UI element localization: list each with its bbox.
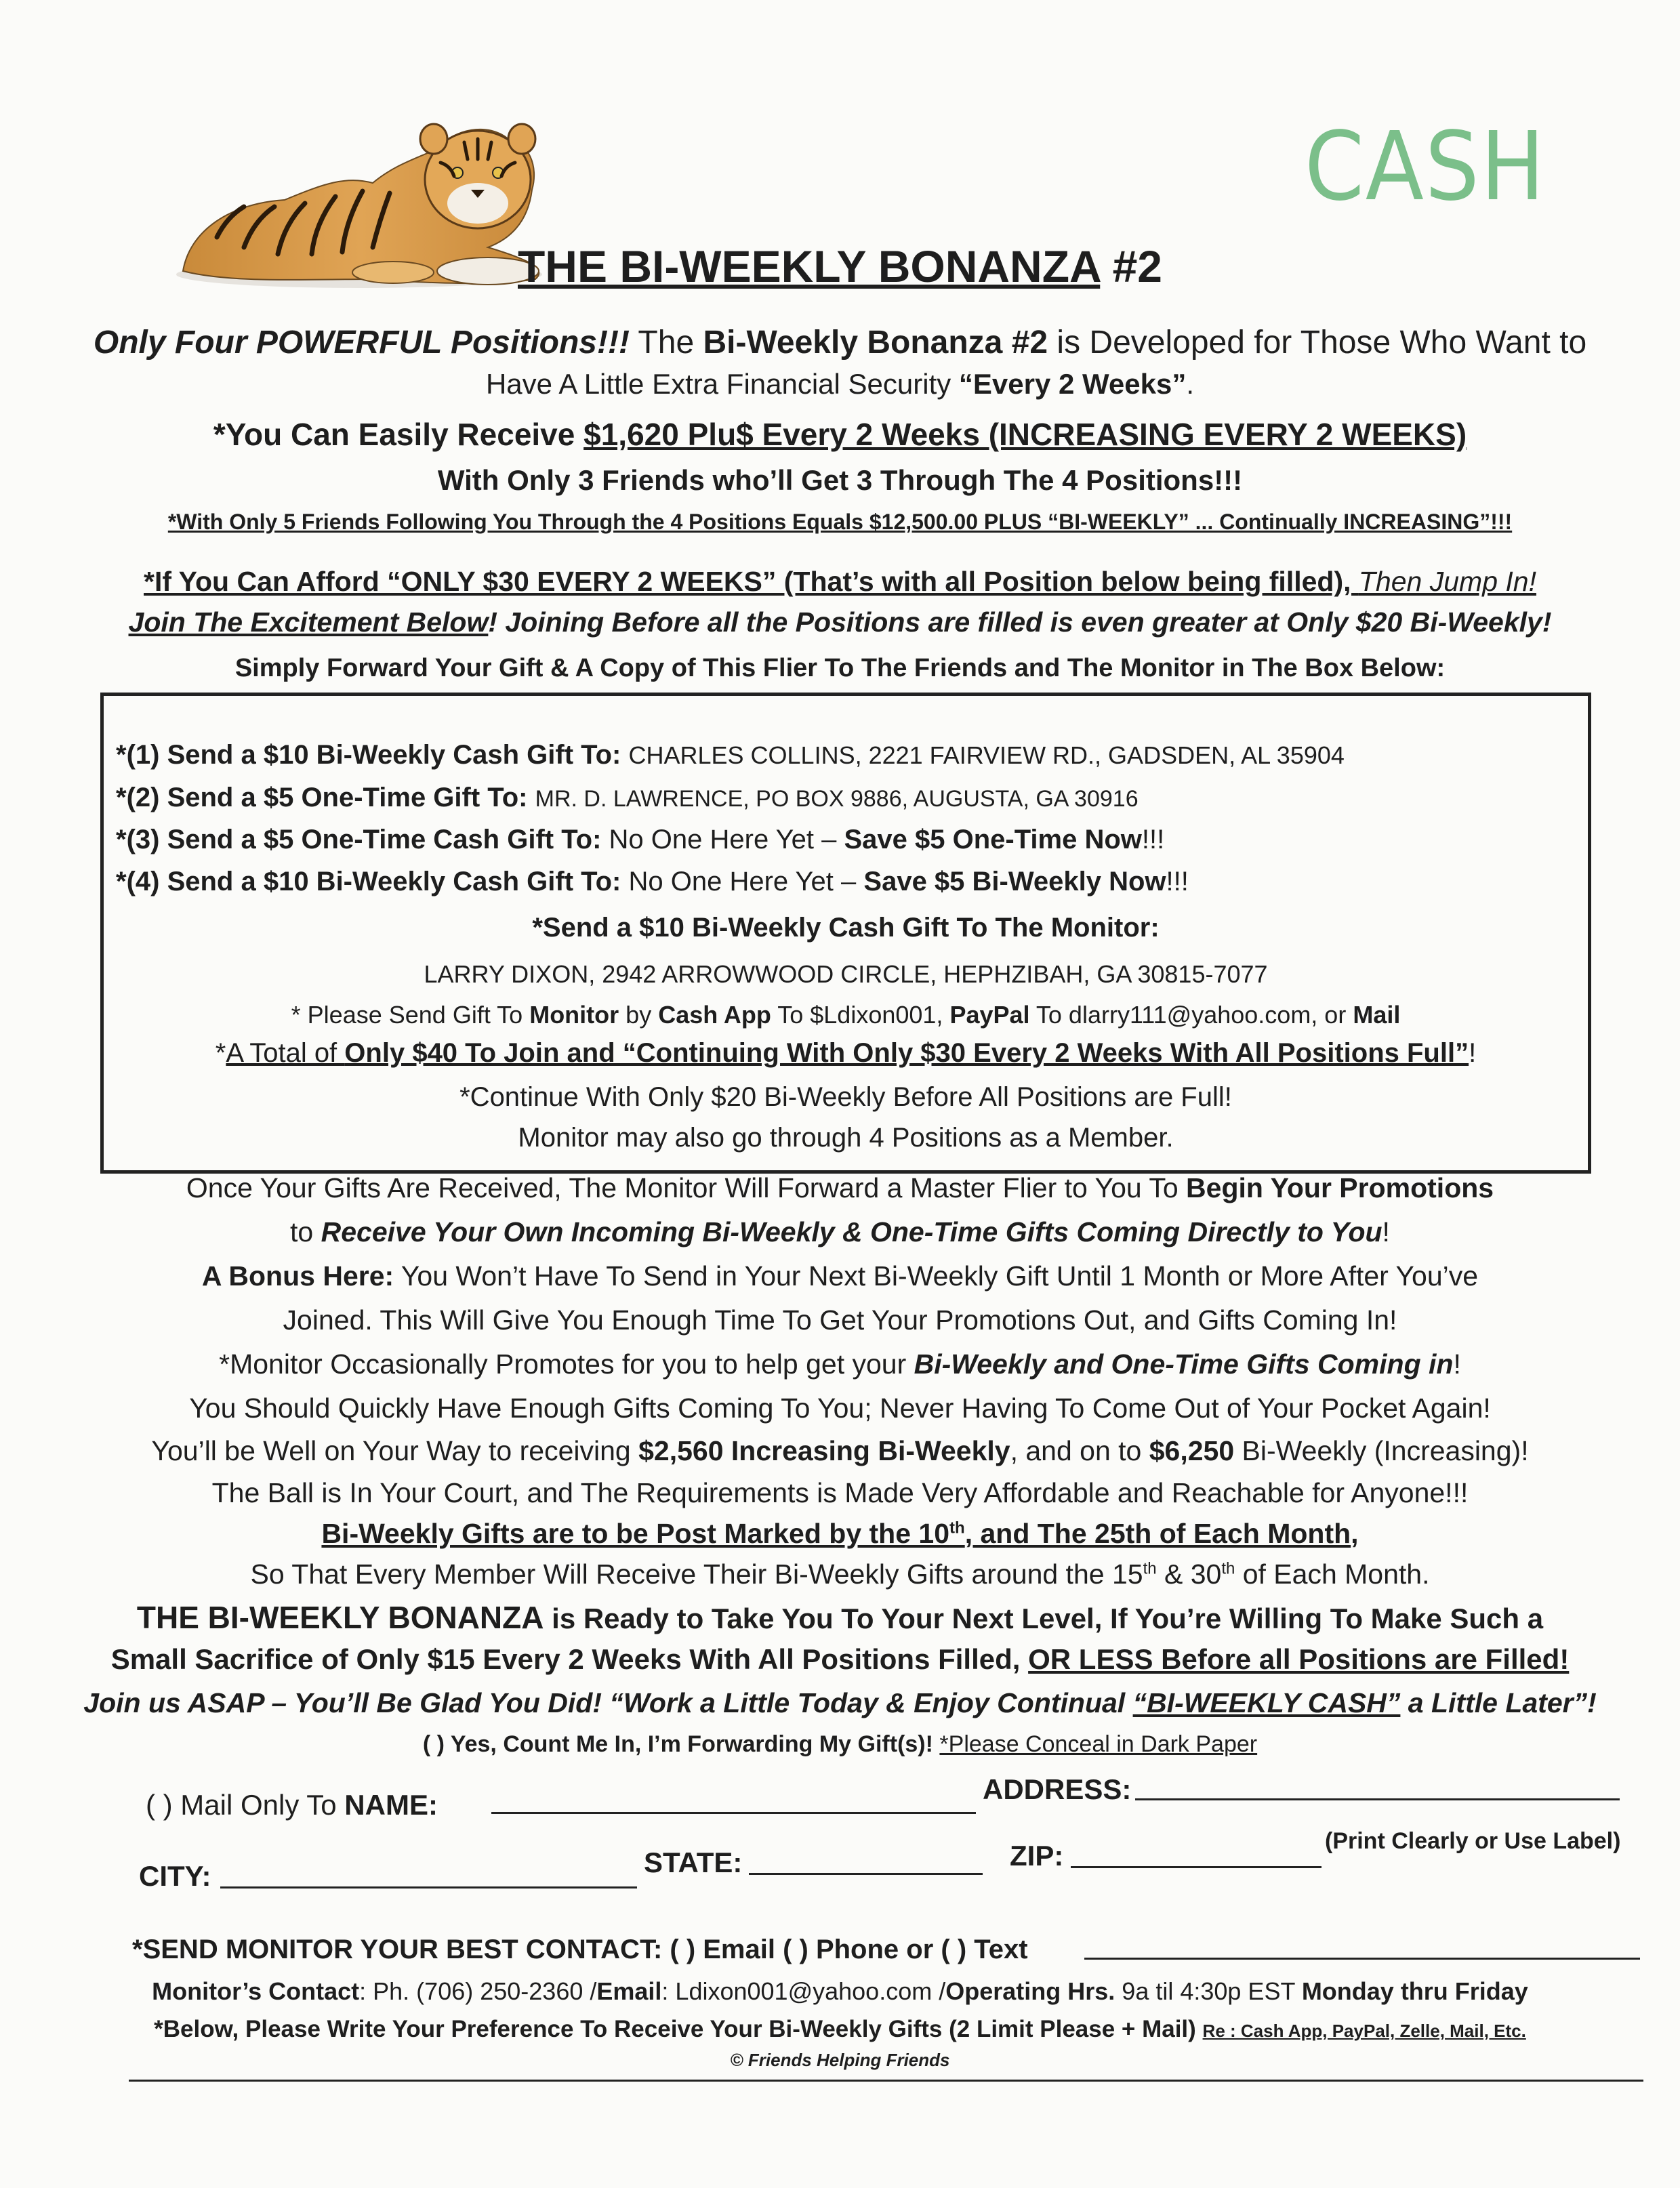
intro-line-5: *With Only 5 Friends Following You Through the 4 Positions Equals $12,500.00 PLUS “BI-WEEKLY” ... Continually INCREASING”!!! [167, 510, 1513, 534]
page-title [0, 241, 1680, 292]
body-line-4: Joined. This Will Give You Enough Time To Get Your Promotions Out, and Gifts Coming In! [283, 1304, 1397, 1336]
monitor-heading: *Send a $10 Bi-Weekly Cash Gift To The Monitor: [532, 913, 1160, 943]
payment-methods: * Please Send Gift To Monitor by Cash App To $Ldixon001, PayPal To dlarry111@yahoo.com, or Mail [291, 1001, 1401, 1029]
position-4: *(4) Send a $10 Bi-Weekly Cash Gift To: No One Here Yet – Save $5 Bi-Weekly Now!!! [116, 867, 1189, 896]
preference-note: *Below, Please Write Your Preference To Receive Your Bi-Weekly Gifts (2 Limit Please + Mail) Re : Cash App, PayPal, Zelle, Mail, Etc. [154, 2016, 1526, 2042]
body-line-11: THE BI-WEEKLY BONANZA is Ready to Take You To Your Next Level, If You’re Willing To Make Such a [136, 1600, 1544, 1635]
city-field[interactable] [220, 1884, 637, 1888]
body-line-10: So That Every Member Will Receive Their Bi-Weekly Gifts around the 15th & 30th of Each Month. [250, 1559, 1430, 1590]
intro-line-3: *You Can Easily Receive $1,620 Plu$ Every 2 Weeks (INCREASING EVERY 2 WEEKS) [213, 417, 1467, 452]
continue-note: *Continue With Only $20 Bi-Weekly Before All Positions are Full! [459, 1082, 1232, 1112]
positions-box [100, 693, 1591, 1174]
zip-label: ZIP: [1010, 1840, 1064, 1872]
body-line-8: The Ball is In Your Court, and The Requirements is Made Very Affordable and Reachable for Anyone!!! [211, 1477, 1469, 1508]
name-field[interactable] [491, 1809, 976, 1814]
body-line-12: Small Sacrifice of Only $15 Every 2 Weeks With All Positions Filled, OR LESS Before all Positions are Filled! [110, 1643, 1570, 1675]
intro-line-4: With Only 3 Friends who’ll Get 3 Through The 4 Positions!!! [437, 464, 1243, 496]
send-monitor-contact: *SEND MONITOR YOUR BEST CONTACT: ( ) Email ( ) Phone or ( ) Text [132, 1935, 1028, 1964]
position-3: *(3) Send a $5 One-Time Cash Gift To: No One Here Yet – Save $5 One-Time Now!!! [116, 825, 1165, 854]
print-clearly-note: (Print Clearly or Use Label) [1325, 1828, 1621, 1854]
mail-only-to: ( ) Mail Only To NAME: [146, 1789, 438, 1821]
title-number: #2 [1100, 241, 1162, 291]
zip-field[interactable] [1071, 1863, 1322, 1868]
body-line-3: A Bonus Here: You Won’t Have To Send in Your Next Bi-Weekly Gift Until 1 Month or More After You’ve [201, 1260, 1479, 1292]
body-line-9: Bi-Weekly Gifts are to be Post Marked by the 10th, and The 25th of Each Month, [321, 1518, 1359, 1549]
yes-count-me-in[interactable]: ( ) Yes, Count Me In, I’m Forwarding My Gift(s)! *Please Conceal in Dark Paper [422, 1731, 1258, 1757]
address-field[interactable] [1135, 1796, 1620, 1800]
intro-line-2: Have A Little Extra Financial Security “Every 2 Weeks”. [485, 368, 1195, 400]
intro-line-6: *If You Can Afford “ONLY $30 EVERY 2 WEEKS” (That’s with all Position below being filled), Then Jump In! [144, 566, 1536, 597]
intro-line-8: Simply Forward Your Gift & A Copy of This Flier To The Friends and The Monitor in The Box Below: [234, 654, 1446, 682]
state-label: STATE: [644, 1846, 743, 1878]
preference-field[interactable] [129, 2077, 1643, 2082]
position-1: *(1) Send a $10 Bi-Weekly Cash Gift To: CHARLES COLLINS, 2221 FAIRVIEW RD., GADSDEN, AL 35904 [116, 740, 1345, 770]
position-2: *(2) Send a $5 One-Time Gift To: MR. D. LAWRENCE, PO BOX 9886, AUGUSTA, GA 30916 [116, 783, 1139, 812]
join-total: *A Total of Only $40 To Join and “Continuing With Only $30 Every 2 Weeks With All Positions Full”! [215, 1038, 1477, 1068]
address-label: ADDRESS: [983, 1773, 1132, 1805]
footer-copyright: © Friends Helping Friends [730, 2050, 950, 2070]
contact-field[interactable] [1084, 1955, 1640, 1960]
monitor-member-note: Monitor may also go through 4 Positions as a Member. [518, 1123, 1174, 1153]
title-main: THE BI-WEEKLY BONANZA [517, 241, 1101, 291]
monitor-contact-info: Monitor’s Contact: Ph. (706) 250-2360 /Email: Ldixon001@yahoo.com /Operating Hrs. 9a til 4:30p EST Monday thru Friday [152, 1977, 1528, 2005]
body-line-7: You’ll be Well on Your Way to receiving $2,560 Increasing Bi-Weekly, and on to $6,250 Bi-Weekly (Increasing)! [151, 1435, 1529, 1466]
body-line-6: You Should Quickly Have Enough Gifts Coming To You; Never Having To Come Out of Your Pocket Again! [189, 1392, 1491, 1424]
body-line-5: *Monitor Occasionally Promotes for you to help get your Bi-Weekly and One-Time Gifts Coming in! [219, 1348, 1461, 1380]
body-line-1: Once Your Gifts Are Received, The Monitor Will Forward a Master Flier to You To Begin Your Promotions [186, 1172, 1494, 1203]
state-field[interactable] [749, 1870, 983, 1875]
body-line-13: Join us ASAP – You’ll Be Glad You Did! “Work a Little Today & Enjoy Continual “BI-WEEKLY CASH” a Little Later”! [83, 1687, 1597, 1718]
body-line-2: to Receive Your Own Incoming Bi-Weekly & One-Time Gifts Coming Directly to You! [290, 1216, 1390, 1247]
cash-stamp: CASH [1305, 112, 1546, 222]
intro-line-7: Join The Excitement Below! Joining Before all the Positions are filled is even greater at Only $20 Bi-Weekly! [128, 606, 1552, 638]
monitor-address: LARRY DIXON, 2942 ARROWWOOD CIRCLE, HEPHZIBAH, GA 30815-7077 [424, 960, 1268, 988]
intro-line-1: Only Four POWERFUL Positions!!! The Bi-Weekly Bonanza #2 is Developed for Those Who Want to [93, 325, 1587, 360]
city-label: CITY: [139, 1860, 211, 1892]
